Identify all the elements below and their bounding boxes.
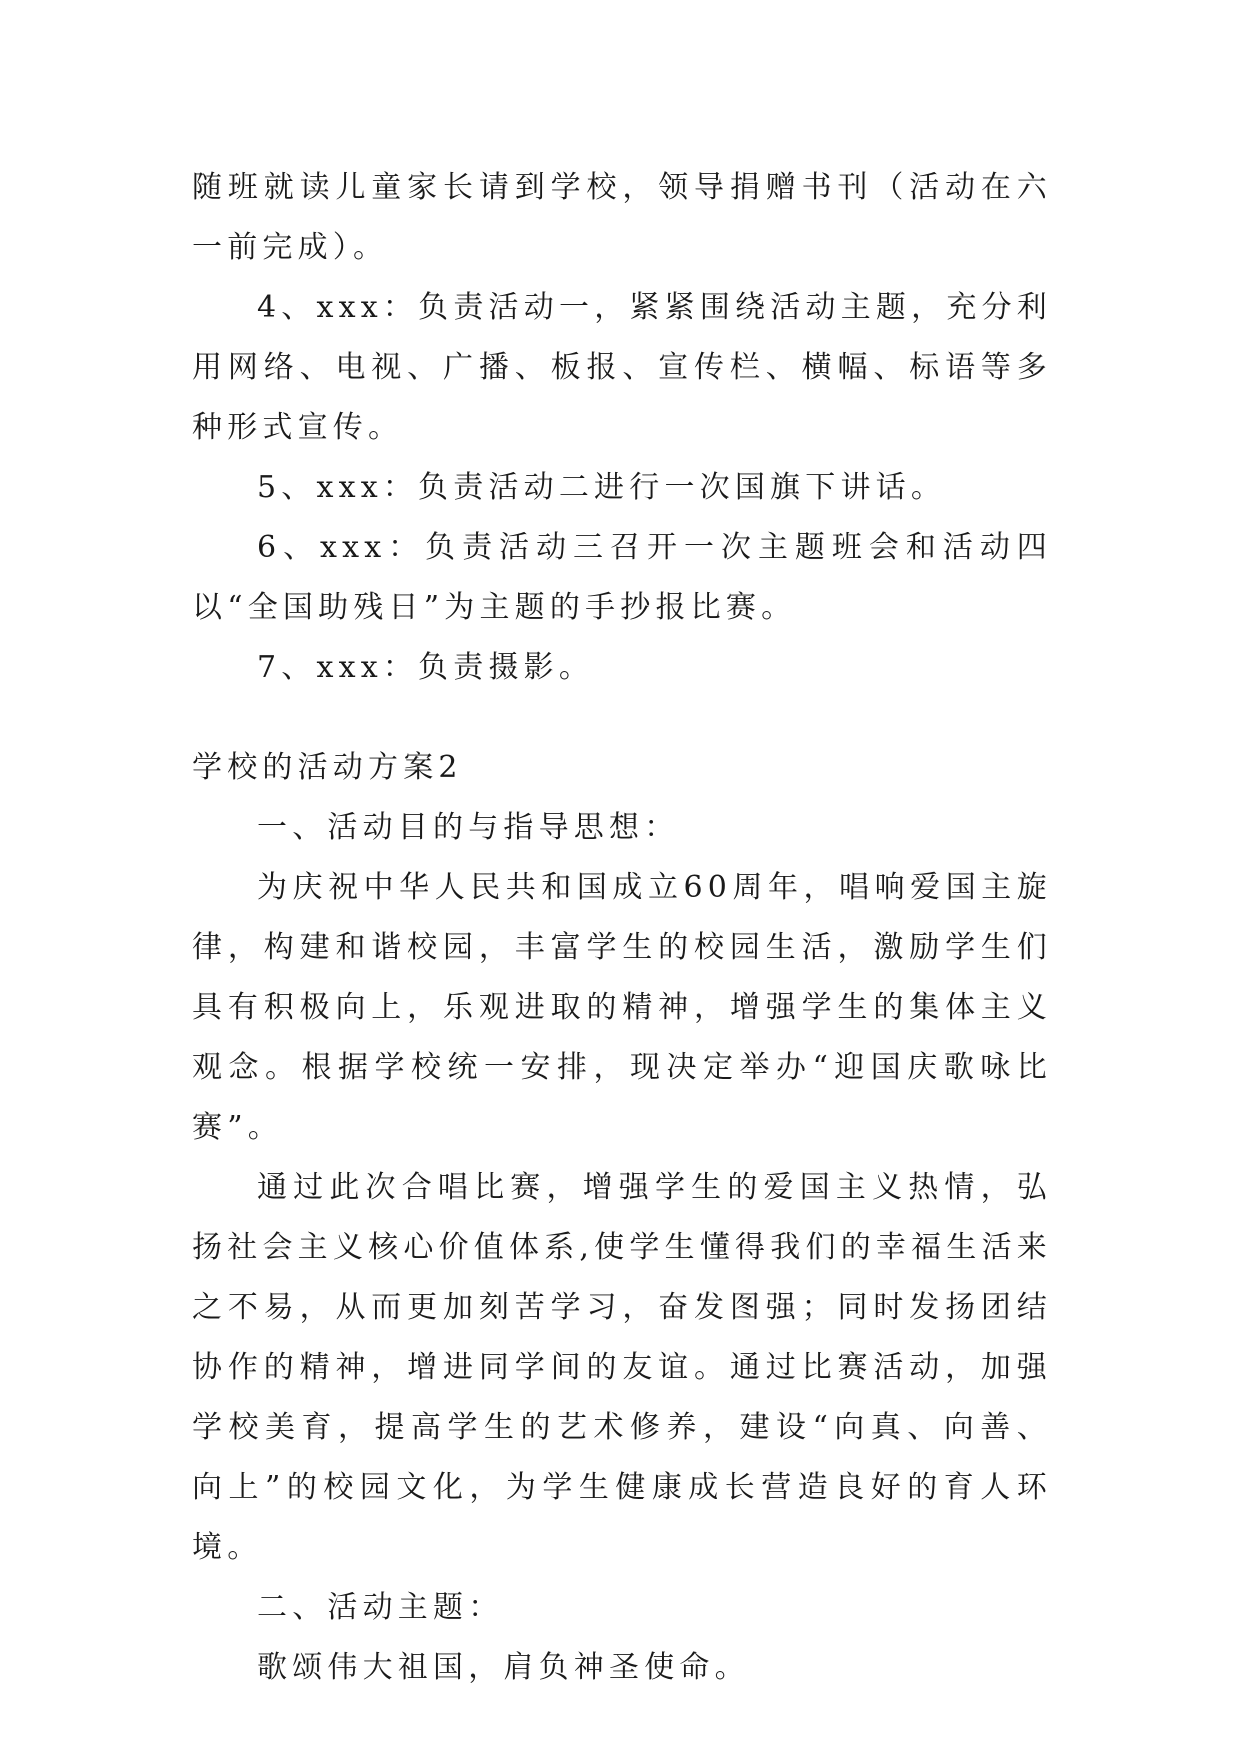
document-body: [192, 158, 1052, 1698]
heading-theme: 二、活动主题：: [257, 1590, 504, 1625]
paragraph-item-7: 7、xxx：负责摄影。: [257, 650, 595, 685]
section-title: 学校的活动方案2: [192, 750, 463, 785]
paragraph-theme: 歌颂伟大祖国，肩负神圣使命。: [257, 1650, 750, 1685]
paragraph-purpose-1: 为庆祝中华人民共和国成立60周年，唱响爱国主旋律，构建和谐校园，丰富学生的校园生活，激励学生们具有积极向上，乐观进取的精神，增强学生的集体主义观念。根据学校统一安排，现决定举办“迎国庆歌咏比赛”。: [192, 870, 1052, 1145]
paragraph-continuation: 随班就读儿童家长请到学校，领导捐赠书刊（活动在六一前完成）。: [192, 170, 1052, 265]
section-gap: [192, 698, 1052, 738]
paragraph-purpose-2: 通过此次合唱比赛，增强学生的爱国主义热情，弘扬社会主义核心价值体系,使学生懂得我们的幸福生活来之不易，从而更加刻苦学习，奋发图强；同时发扬团结协作的精神，增进同学间的友谊。通过比赛活动，加强学校美育，提高学生的艺术修养，建设“向真、向善、向上”的校园文化，为学生健康成长营造良好的育人环境。: [192, 1170, 1052, 1565]
paragraph-item-5: 5、xxx：负责活动二进行一次国旗下讲话。: [257, 470, 947, 505]
paragraph-item-6: 6、xxx：负责活动三召开一次主题班会和活动四以“全国助残日”为主题的手抄报比赛。: [192, 530, 1052, 625]
heading-purpose: 一、活动目的与指导思想：: [257, 810, 680, 845]
paragraph-item-4: 4、xxx：负责活动一，紧紧围绕活动主题，充分利用网络、电视、广播、板报、宣传栏、横幅、标语等多种形式宣传。: [192, 290, 1052, 445]
